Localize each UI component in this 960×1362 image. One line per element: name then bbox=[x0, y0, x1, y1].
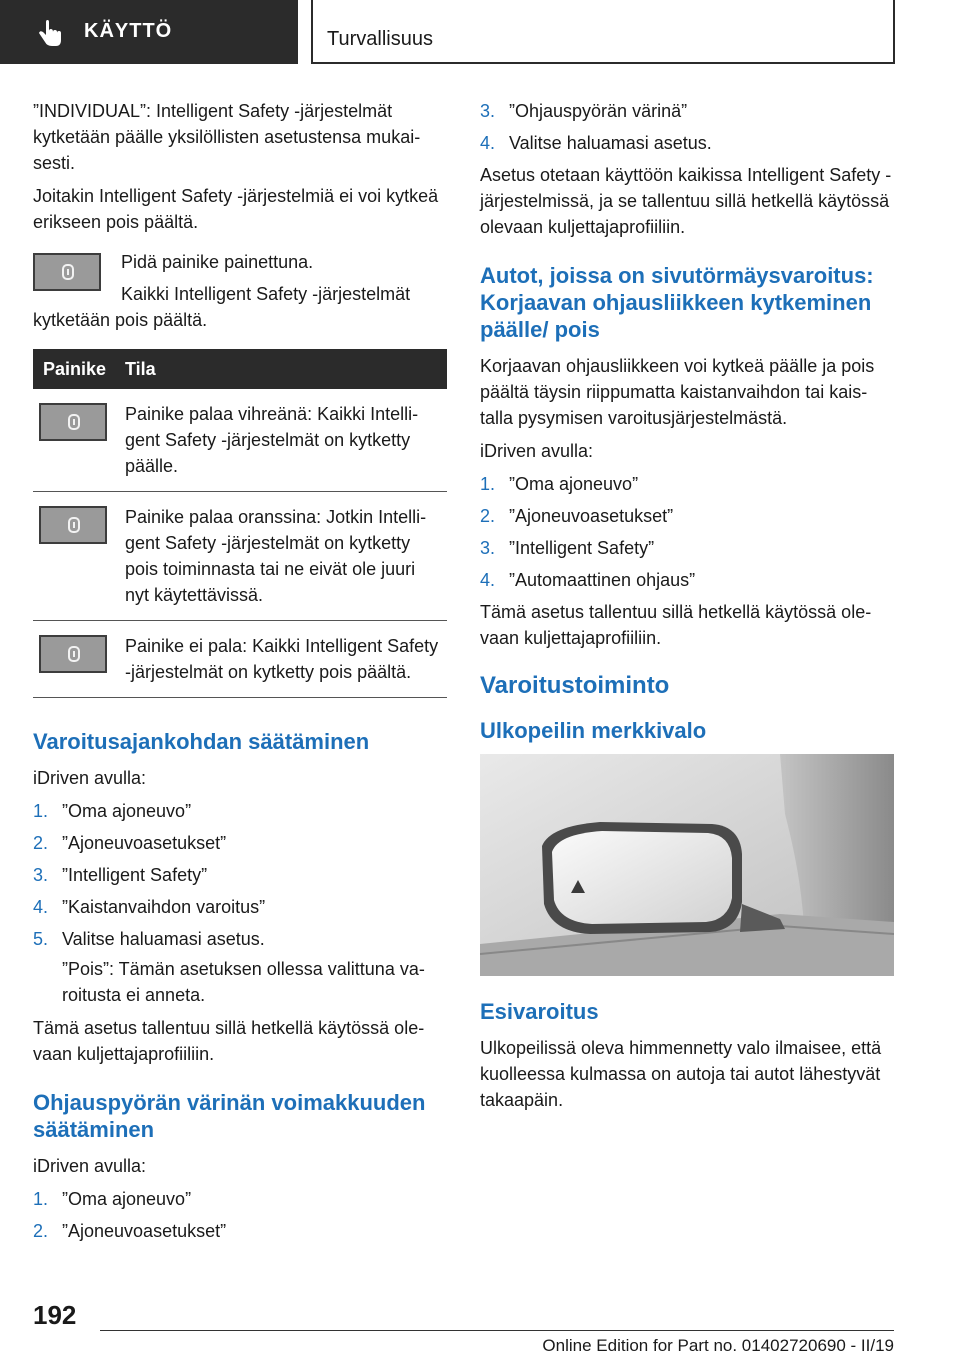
heading-warning-function: Varoitustoiminto bbox=[480, 672, 670, 699]
table-row bbox=[33, 621, 447, 698]
idrive-intro: iDriven avulla: bbox=[33, 768, 147, 788]
list-item: 1. ”Oma ajoneuvo” bbox=[33, 801, 192, 821]
list-item: 2. ”Ajoneuvoasetukset” bbox=[33, 833, 227, 853]
list-item: 4. Valitse haluamasi asetus. bbox=[480, 133, 712, 153]
list-item: 3. ”Intelligent Safety” bbox=[480, 538, 655, 558]
idrive-intro: iDriven avulla: bbox=[33, 1156, 147, 1176]
chapter-tab bbox=[0, 0, 298, 64]
page-number: 192 bbox=[33, 1300, 77, 1330]
safety-button-icon bbox=[33, 253, 101, 291]
state-description: Painike palaa vihreänä: Kaikki Intelligent Safety -järjestelmät on kytketty päälle. bbox=[123, 389, 447, 492]
list-item: 5. Valitse haluamasi asetus. bbox=[33, 929, 265, 949]
hand-pointer-icon bbox=[34, 18, 66, 50]
right-column bbox=[480, 98, 894, 1120]
stored-note: Tämä asetus tallentuu sillä hetkellä käytössä olevaan kuljettajaprofiiliin. bbox=[480, 602, 872, 648]
safety-button-icon bbox=[39, 506, 107, 544]
edition-footer: Online Edition for Part no. 01402720690 - II/19 bbox=[542, 1336, 894, 1355]
list-item: 2. ”Ajoneuvoasetukset” bbox=[33, 1221, 227, 1241]
table-row bbox=[33, 389, 447, 492]
heading-corrective-steering: Autot, joissa on sivutörmäysvaroitus: Korjaavan ohjausliikkeen kytkeminen päälle/ pois bbox=[480, 263, 874, 342]
section-header bbox=[311, 0, 895, 64]
footer-divider bbox=[100, 1330, 894, 1331]
list-item: 4. ”Automaattinen ohjaus” bbox=[480, 570, 696, 590]
steps-list bbox=[33, 1186, 447, 1244]
idrive-intro: iDriven avulla: bbox=[480, 441, 594, 461]
list-item: 3. ”Ohjauspyörän värinä” bbox=[480, 101, 688, 121]
button-state-table bbox=[33, 349, 447, 698]
side-mirror-image bbox=[480, 754, 894, 976]
table-header-state: Tila bbox=[123, 349, 447, 389]
step-note: ”Pois”: Tämän asetuksen ollessa valittuna varoitusta ei anneta. bbox=[62, 959, 425, 1005]
intro-paragraph: Joitakin Intelligent Safety -järjestelmiä ei voi kytkeä erikseen pois päältä. bbox=[33, 186, 439, 232]
hold-button-instruction bbox=[33, 249, 447, 333]
heading-warning-timing: Varoitusajankohdan säätäminen bbox=[33, 729, 370, 754]
safety-button-icon bbox=[39, 403, 107, 441]
safety-button-icon bbox=[39, 635, 107, 673]
chapter-label: KÄYTTÖ bbox=[84, 20, 173, 42]
left-column bbox=[33, 98, 447, 1250]
steps-list bbox=[480, 98, 894, 156]
heading-prewarning: Esivaroitus bbox=[480, 999, 599, 1024]
steps-list bbox=[33, 798, 447, 952]
section-label: Turvallisuus bbox=[327, 28, 433, 50]
steps-list bbox=[480, 471, 894, 593]
stored-note: Tämä asetus tallentuu sillä hetkellä käytössä olevaan kuljettajaprofiiliin. bbox=[33, 1018, 425, 1064]
table-row bbox=[33, 492, 447, 621]
list-item: 4. ”Kaistanvaihdon varoitus” bbox=[33, 897, 266, 917]
stored-note: Asetus otetaan käyttöön kaikissa Intelligent Safety -järjestelmissä, ja se tallentuu sillä hetkellä käytössä olevaan kuljettajaprofiiliin. bbox=[480, 165, 892, 237]
table-header-button: Painike bbox=[33, 349, 123, 389]
prewarning-paragraph: Ulkopeilissä oleva himmennetty valo ilmaisee, että kuolleessa kulmassa on autoja tai autot lähestyvät takaapäin. bbox=[480, 1038, 882, 1110]
state-description: Painike ei pala: Kaikki Intelligent Safety -järjestelmät on kytketty pois päältä. bbox=[123, 621, 447, 698]
state-description: Painike palaa oranssina: Jotkin Intelligent Safety -järjestelmät on kytketty pois toiminnasta tai ne eivät ole juuri nyt käytettävissä. bbox=[123, 492, 447, 621]
list-item: 1. ”Oma ajoneuvo” bbox=[480, 474, 639, 494]
corrective-paragraph: Korjaavan ohjausliikkeen voi kytkeä päälle ja pois päältä täysin riippumatta kaistanvaihdon tai kaistalla pysymisen varoitusjärjestelmästä. bbox=[480, 356, 875, 428]
list-item: 1. ”Oma ajoneuvo” bbox=[33, 1189, 192, 1209]
heading-vibration: Ohjauspyörän värinän voimakkuuden säätäminen bbox=[33, 1090, 426, 1142]
hold-result-text: Kaikki Intelligent Safety -järjestelmät kytketään pois päältä. bbox=[33, 284, 411, 330]
list-item: 3. ”Intelligent Safety” bbox=[33, 865, 208, 885]
hold-text: Pidä painike painettuna. bbox=[121, 252, 314, 272]
list-item: 2. ”Ajoneuvoasetukset” bbox=[480, 506, 674, 526]
heading-mirror-light: Ulkopeilin merkkivalo bbox=[480, 718, 707, 743]
intro-paragraph: ”INDIVIDUAL”: Intelligent Safety -järjestelmät kytketään päälle yksilöllisten asetustensa mukaisesti. bbox=[33, 101, 421, 173]
